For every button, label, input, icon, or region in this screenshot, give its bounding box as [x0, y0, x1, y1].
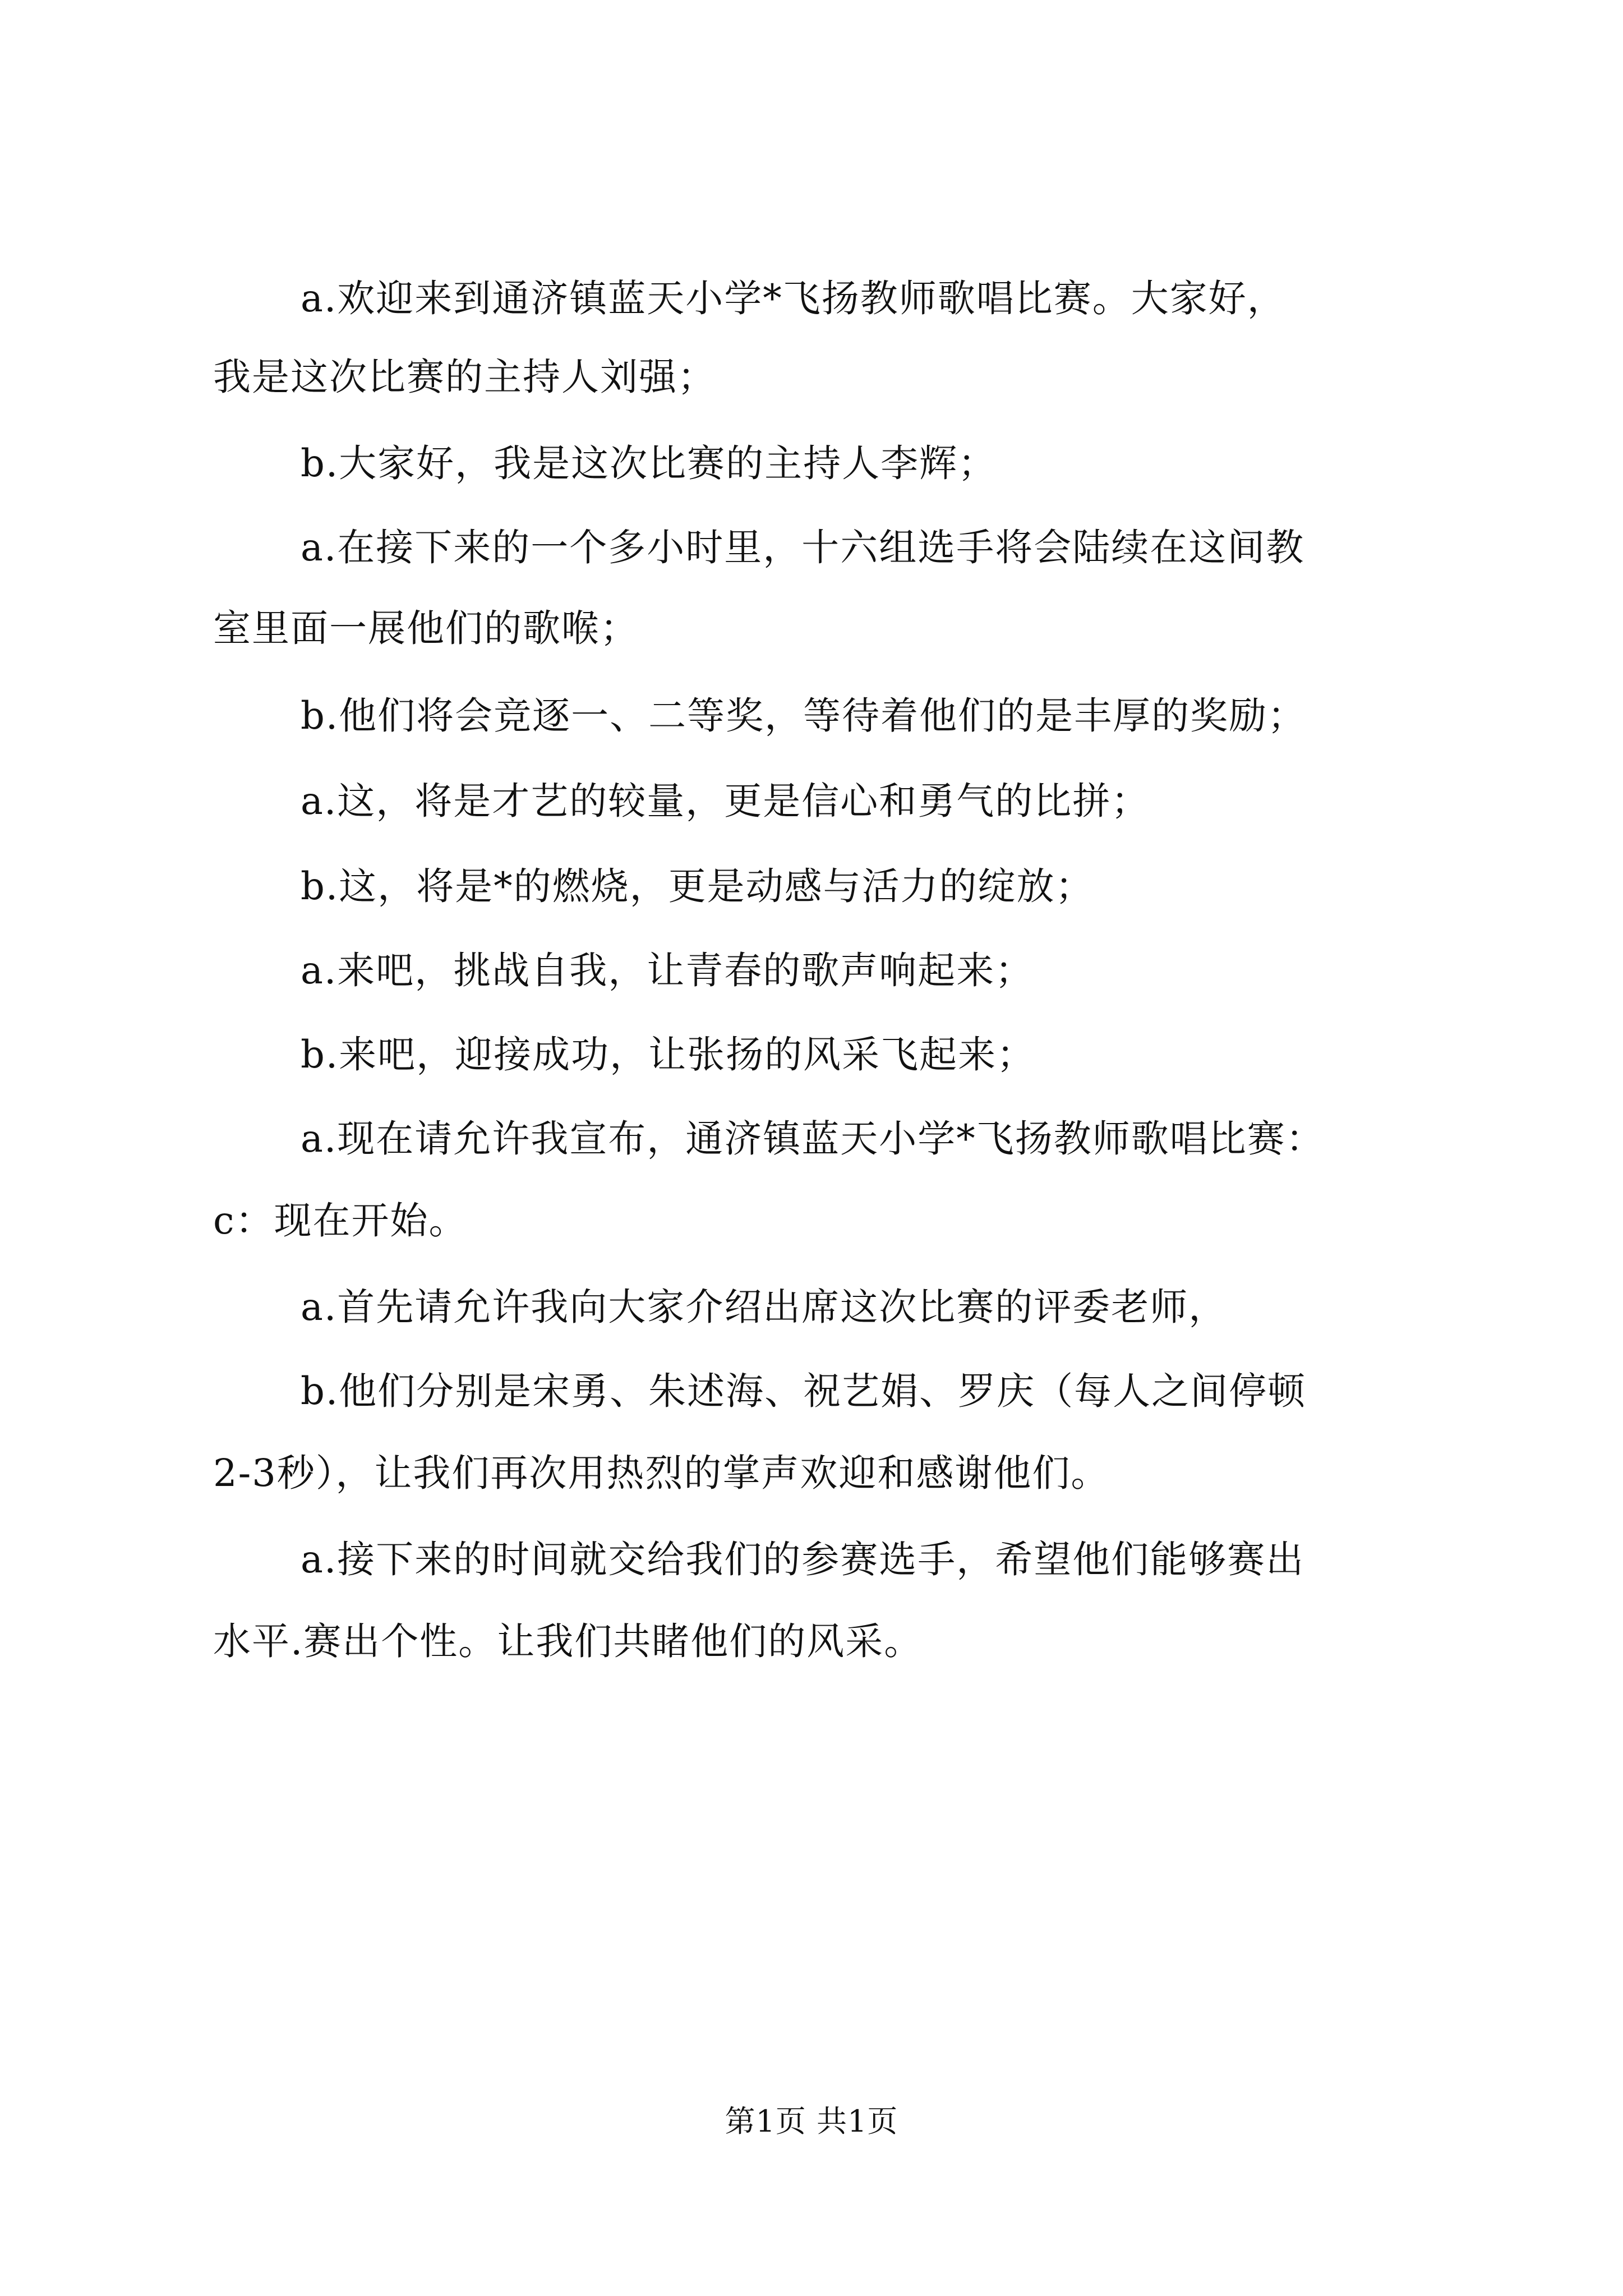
text-line: 我是这次比赛的主持人刘强； — [213, 355, 716, 399]
text-line: a.欢迎来到通济镇蓝天小学*飞扬教师歌唱比赛。大家好， — [301, 277, 1286, 320]
text-line: a.在接下来的一个多小时里，十六组选手将会陆续在这间教 — [301, 526, 1305, 569]
text-line: a.接下来的时间就交给我们的参赛选手，希望他们能够赛出 — [301, 1538, 1305, 1581]
text-line: b.来吧，迎接成功，让张扬的风采飞起来； — [301, 1033, 1036, 1076]
text-line: b.他们分别是宋勇、朱述海、祝艺娟、罗庆（每人之间停顿 — [301, 1369, 1307, 1413]
text-line: 水平.赛出个性。让我们共睹他们的风采。 — [213, 1619, 923, 1663]
text-line: 2-3秒），让我们再次用热烈的掌声欢迎和感谢他们。 — [213, 1451, 1110, 1495]
text-line: 室里面一展他们的歌喉； — [213, 606, 639, 650]
text-line: a.首先请允许我向大家介绍出席这次比赛的评委老师， — [301, 1285, 1228, 1329]
text-line: a.现在请允许我宣布，通济镇蓝天小学*飞扬教师歌唱比赛： — [301, 1117, 1325, 1161]
text-line: b.他们将会竞逐一、二等奖，等待着他们的是丰厚的奖励； — [301, 694, 1307, 738]
text-line: a.来吧，挑战自我，让青春的歌声响起来； — [301, 949, 1034, 992]
page-number-footer: 第1页 共1页 — [725, 2104, 898, 2139]
text-line: b.这，将是*的燃烧，更是动感与活力的绽放； — [301, 864, 1094, 908]
text-line: b.大家好，我是这次比赛的主持人李辉； — [301, 441, 997, 485]
text-line: c：现在开始。 — [213, 1199, 468, 1243]
text-line: a.这，将是才艺的较量，更是信心和勇气的比拼； — [301, 779, 1150, 823]
